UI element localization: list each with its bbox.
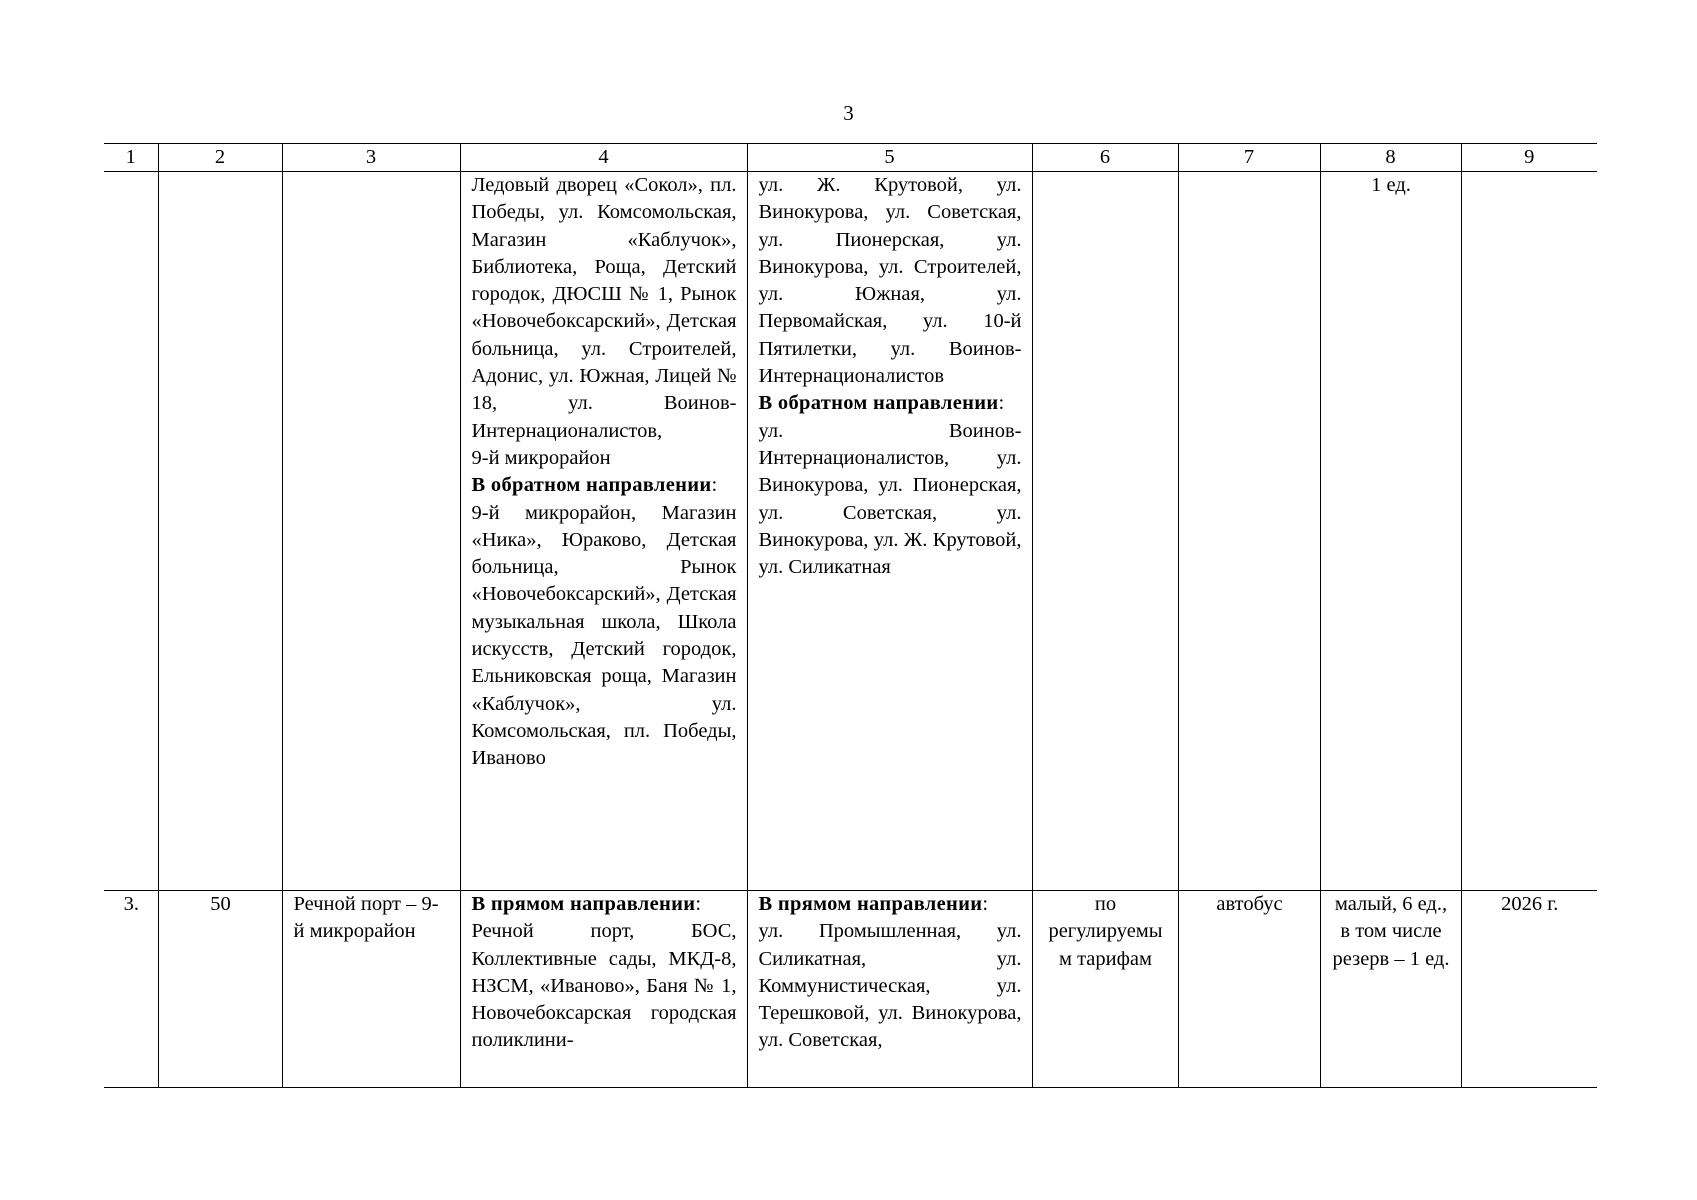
column-header: 7 bbox=[1178, 144, 1320, 172]
streets-back-text: ул. Воинов-Интернационалистов, ул. Винокурова, ул. Пионерская, ул. Советская, ул. Винокурова, ул. Ж. Крутовой, ул. Силикатная bbox=[758, 419, 1022, 579]
start-date-cell bbox=[1461, 172, 1597, 891]
streets-forward-text: ул. Промышленная, ул. Силикатная, ул. Коммунистическая, ул. Терешковой, ул. Винокурова, ул. Советская, bbox=[758, 920, 1022, 1052]
stops-forward-end: 9-й микрорайон bbox=[471, 446, 611, 469]
row-number-cell: 3. bbox=[104, 891, 158, 1088]
direction-heading: В прямом направлении bbox=[471, 893, 696, 915]
tariff-cell: по регулируемым тарифам bbox=[1032, 891, 1178, 1088]
route-number-cell bbox=[158, 172, 282, 891]
table-row bbox=[104, 172, 1597, 891]
direction-heading: В обратном направлении bbox=[471, 474, 712, 497]
column-header: 3 bbox=[282, 144, 460, 172]
streets-forward-text: ул. Ж. Крутовой, ул. Винокурова, ул. Советская, ул. Пионерская, ул. Винокурова, ул. Строителей, ул. Южная, ул. Первомайская, ул. 10-й Пятилетки, ул. Воинов-Интернационалистов bbox=[758, 174, 1022, 388]
start-date-cell: 2026 г. bbox=[1461, 891, 1597, 1088]
routes-table bbox=[104, 143, 1597, 1088]
column-header: 1 bbox=[104, 144, 158, 172]
column-header: 6 bbox=[1032, 144, 1178, 172]
column-header: 8 bbox=[1320, 144, 1461, 172]
direction-colon: : bbox=[711, 474, 718, 497]
row-number-cell bbox=[104, 172, 158, 891]
direction-colon: : bbox=[998, 392, 1005, 415]
stops-cell bbox=[460, 891, 747, 1088]
route-number-cell: 50 bbox=[158, 891, 282, 1088]
table-row bbox=[104, 891, 1597, 1088]
direction-heading: В прямом направлении bbox=[758, 893, 983, 915]
direction-colon: : bbox=[695, 893, 702, 915]
direction-colon: : bbox=[982, 893, 989, 915]
page-number: 3 bbox=[843, 101, 854, 125]
stops-forward-text: Речной порт, БОС, Коллективные сады, МКД-8, НЗСМ, «Иваново», Баня № 1, Новочебоксарская городская поликлини- bbox=[471, 920, 737, 1052]
stops-cell bbox=[460, 172, 747, 891]
column-header: 4 bbox=[460, 144, 747, 172]
vehicle-type-cell: автобус bbox=[1178, 891, 1320, 1088]
streets-cell bbox=[747, 172, 1032, 891]
direction-heading: В обратном направлении bbox=[758, 392, 999, 415]
streets-cell bbox=[747, 891, 1032, 1088]
column-header: 5 bbox=[747, 144, 1032, 172]
route-name-cell bbox=[282, 172, 460, 891]
route-name-cell: Речной порт – 9-й микрорайон bbox=[282, 891, 460, 1088]
stops-forward-text: Ледовый дворец «Сокол», пл. Победы, ул. Комсомольская, Магазин «Каблучок», Библиотека, Роща, Детский городок, ДЮСШ № 1, Рынок «Новочебоксарский», Детская больница, ул. Строителей, Адонис, ул. Южная, Лицей № 18, ул. Воинов-Интернационалистов, bbox=[471, 174, 737, 442]
vehicle-count-cell: малый, 6 ед., в том числе резерв – 1 ед. bbox=[1320, 891, 1461, 1088]
vehicle-type-cell bbox=[1178, 172, 1320, 891]
stops-back-text: 9-й микрорайон, Магазин «Ника», Юраково, Детская больница, Рынок «Новочебоксарский», Детская музыкальная школа, Школа искусств, Детский городок, Ельниковская роща, Магазин «Каблучок», ул. Комсомольская, пл. Победы, Иваново bbox=[471, 501, 737, 770]
table-header-row bbox=[104, 144, 1597, 172]
tariff-cell bbox=[1032, 172, 1178, 891]
column-header: 9 bbox=[1461, 144, 1597, 172]
vehicle-count-cell: 1 ед. bbox=[1320, 172, 1461, 891]
column-header: 2 bbox=[158, 144, 282, 172]
